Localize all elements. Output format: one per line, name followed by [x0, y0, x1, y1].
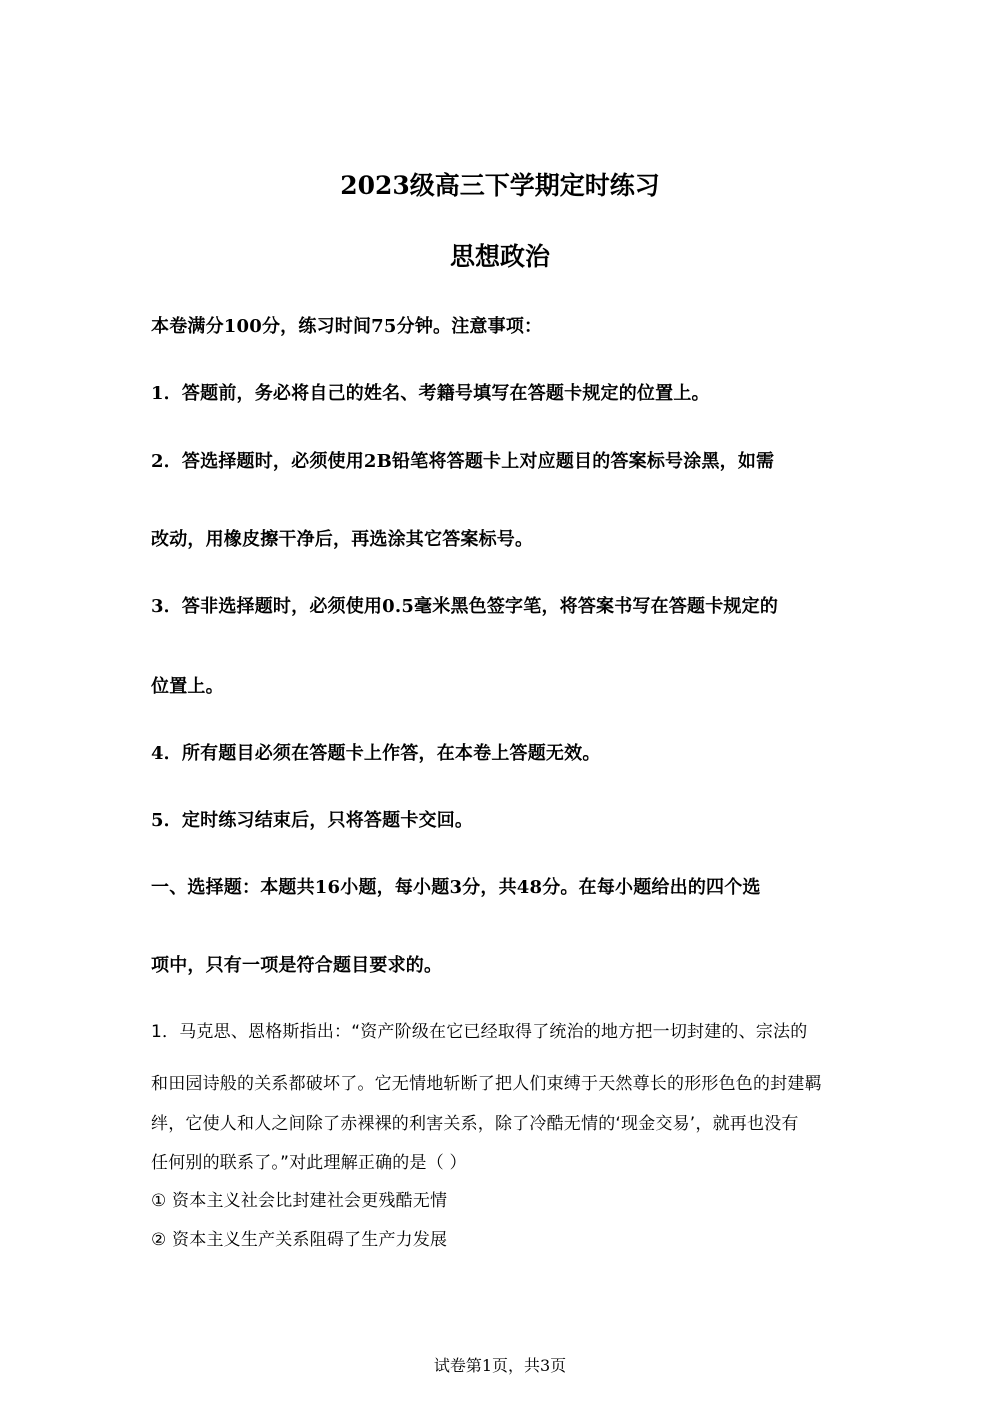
notice-header: 本卷满分100分，练习时间75分钟。注意事项： [151, 316, 543, 337]
subject-title: 思想政治 [449, 242, 550, 271]
question-1-line-1: 1．马克思、恩格斯指出：“资产阶级在它已经取得了统治的地方把一切封建的、宗法的 [151, 1022, 808, 1042]
section-heading-line-2: 项中，只有一项是符合题目要求的。 [151, 955, 443, 976]
question-1-option-2: ② 资本主义生产关系阻碍了生产力发展 [151, 1230, 448, 1250]
instruction-2-line-1: 2．答选择题时，必须使用2B铅笔将答题卡上对应题目的答案标号涂黑，如需 [151, 451, 775, 472]
instruction-3-line-2: 位置上。 [151, 676, 224, 697]
instruction-3-line-1: 3．答非选择题时，必须使用0.5毫米黑色签字笔，将答案书写在答题卡规定的 [151, 596, 779, 617]
page-footer: 试卷第1页，共3页 [433, 1356, 567, 1375]
instruction-4: 4．所有题目必须在答题卡上作答，在本卷上答题无效。 [151, 743, 601, 764]
exam-title: 2023级高三下学期定时练习 [340, 171, 660, 200]
instruction-5: 5．定时练习结束后，只将答题卡交回。 [151, 810, 474, 831]
section-heading-line-1: 一、选择题：本题共16小题，每小题3分，共48分。在每小题给出的四个选 [151, 877, 761, 898]
instruction-2-line-2: 改动，用橡皮擦干净后，再选涂其它答案标号。 [151, 529, 534, 550]
question-1-line-2: 和田园诗般的关系都破坏了。它无情地斩断了把人们束缚于天然尊长的形形色色的封建羁 [151, 1074, 822, 1094]
question-1-option-1: ① 资本主义社会比封建社会更残酷无情 [151, 1191, 448, 1211]
instruction-1: 1．答题前，务必将自己的姓名、考籍号填写在答题卡规定的位置上。 [151, 383, 710, 404]
question-1-line-4: 任何别的联系了。”对此理解正确的是（ ） [151, 1153, 467, 1173]
question-1-line-3: 绊，它使人和人之间除了赤裸裸的利害关系，除了冷酷无情的‘现金交易’，就再也没有 [151, 1114, 799, 1134]
